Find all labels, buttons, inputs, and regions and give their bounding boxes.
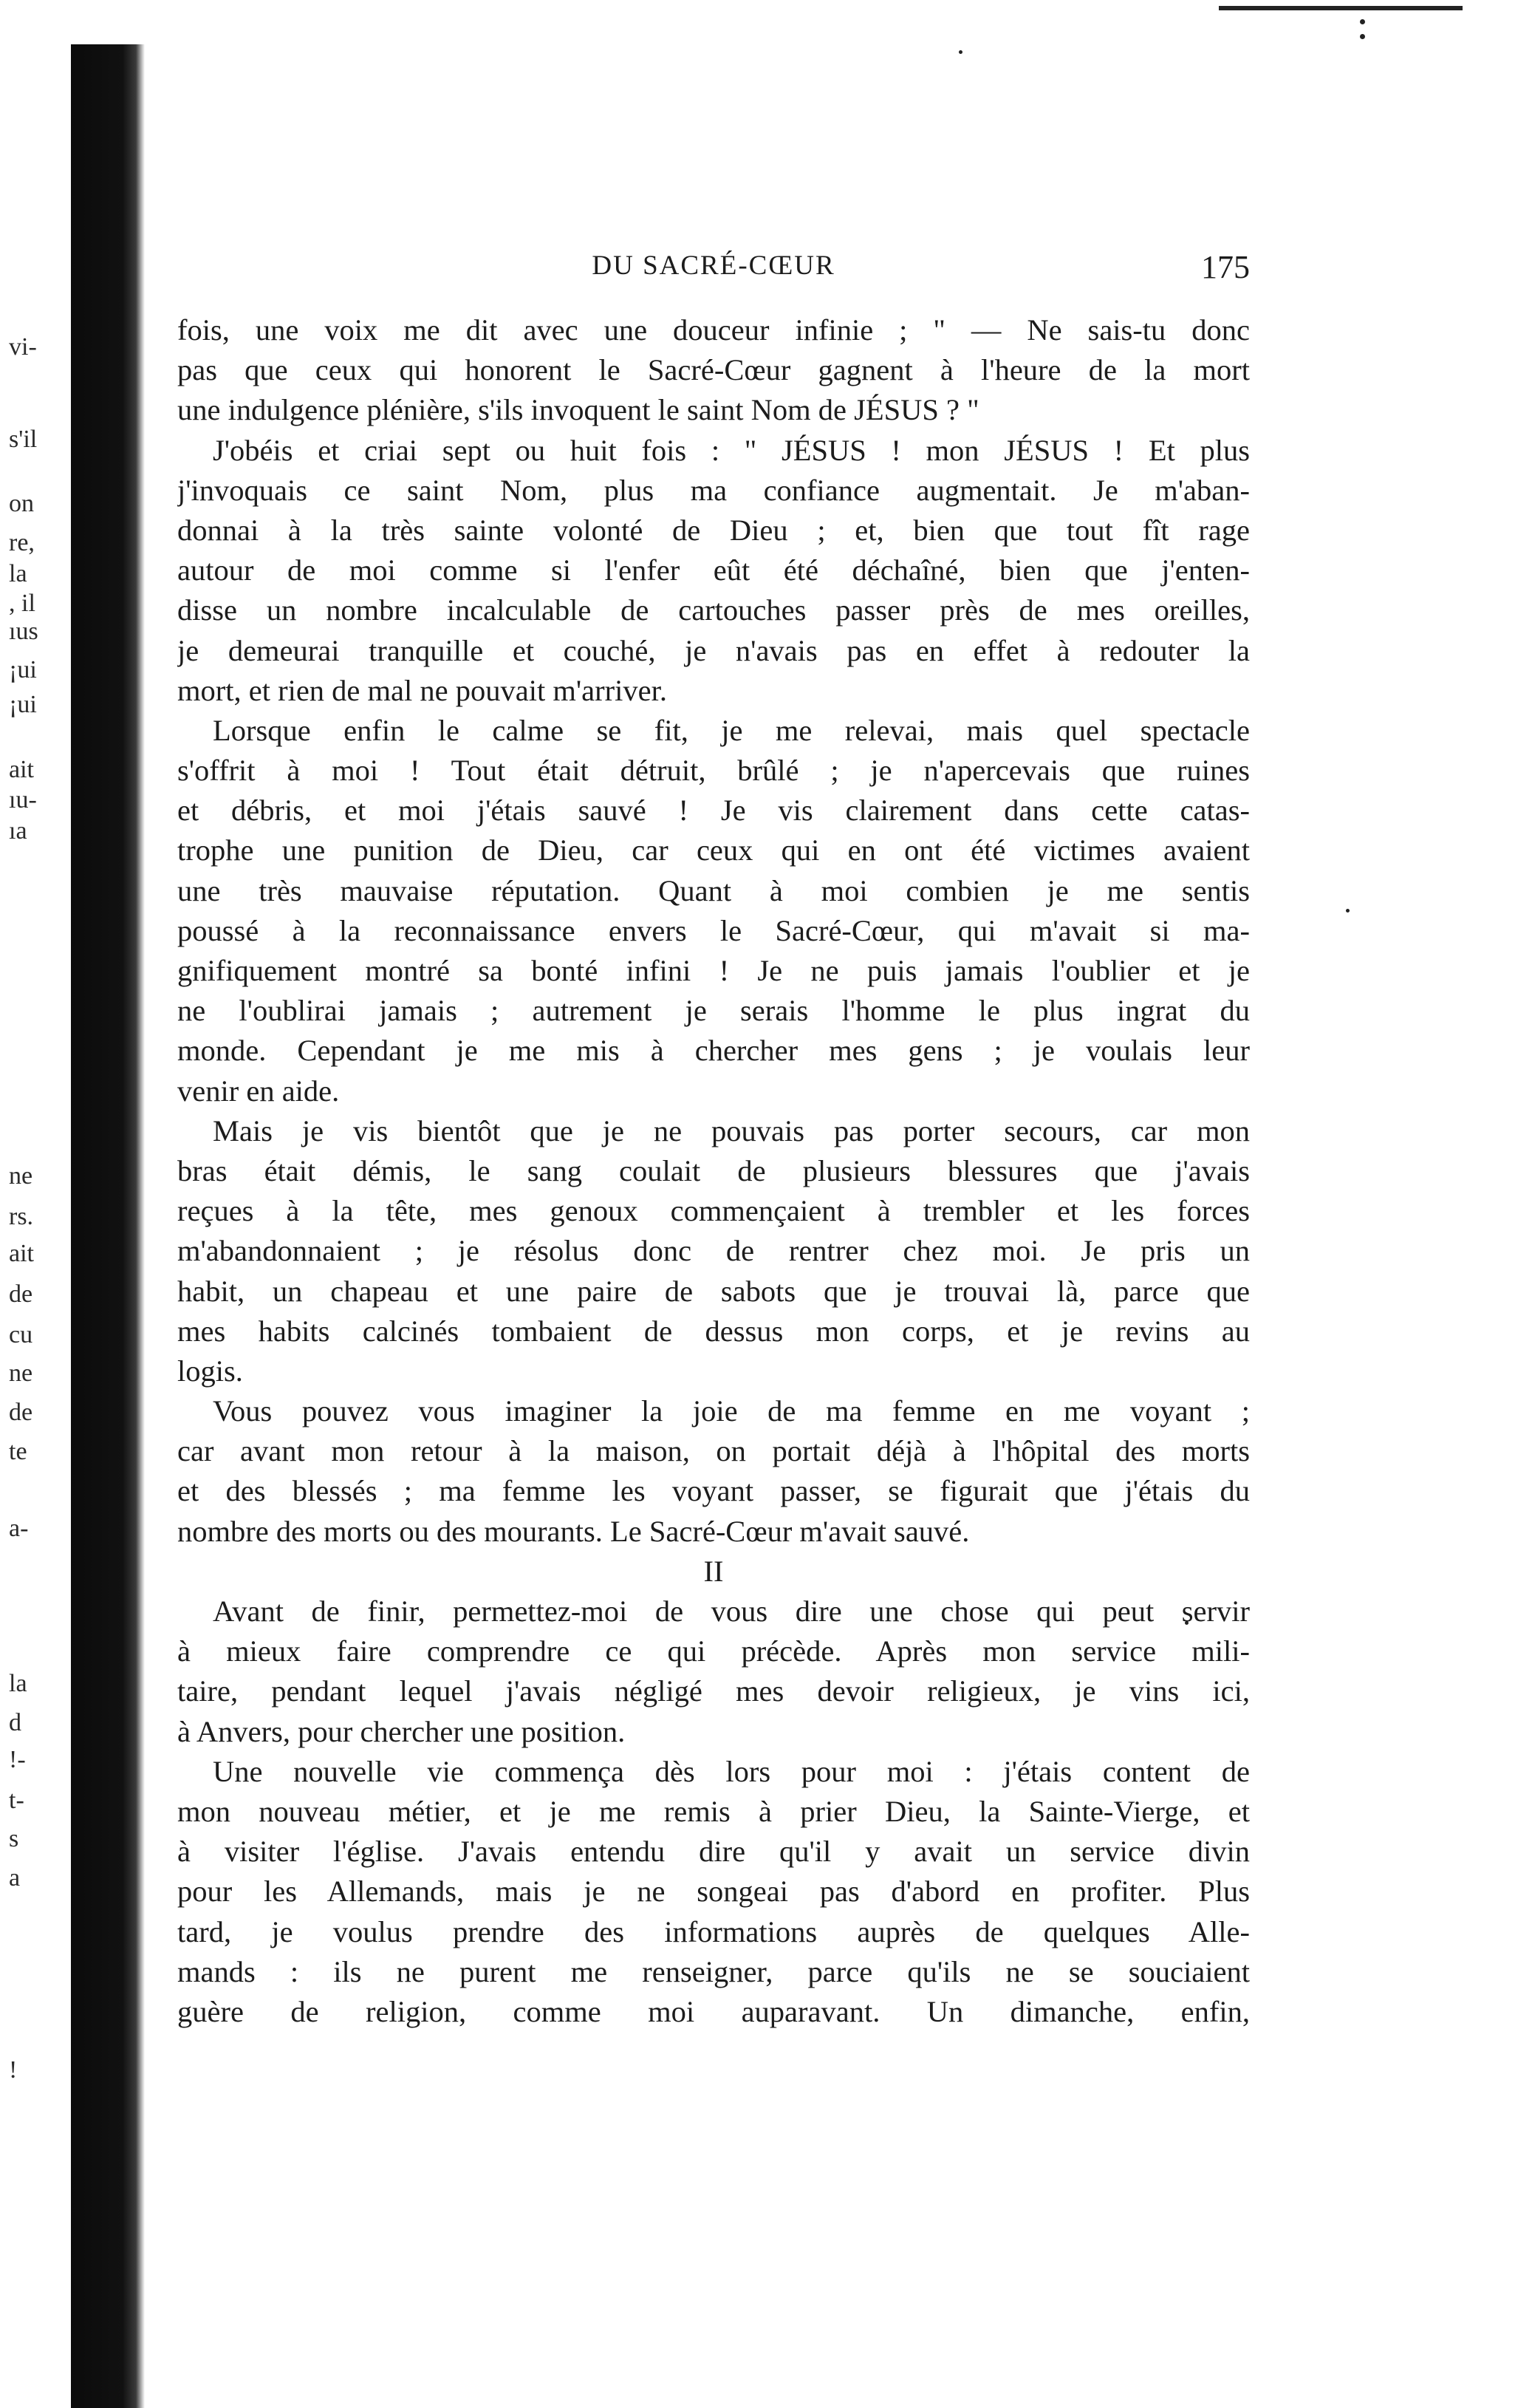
facing-fragment: ne	[9, 1162, 33, 1190]
text-line: poussé à la reconnaissance envers le Sacré-Cœur, qui m'avait si ma-	[177, 913, 1250, 947]
text-line: taire, pendant lequel j'avais négligé mes devoir religieux, je vins ici,	[177, 1674, 1250, 1708]
running-head	[177, 250, 1250, 287]
text-line: donnai à la très sainte volonté de Dieu ; et, bien que tout fît rage	[177, 513, 1250, 547]
facing-fragment: s'il	[9, 426, 38, 453]
facing-fragment: d	[9, 1709, 21, 1736]
text-line: mes habits calcinés tombaient de dessus mon corps, et je revins au	[177, 1314, 1250, 1348]
text-line: Une nouvelle vie commença dès lors pour moi : j'étais content de	[213, 1754, 1250, 1788]
text-line: mands : ils ne purent me renseigner, parce qu'ils ne se souciaient	[177, 1954, 1250, 1988]
text-line: trophe une punition de Dieu, car ceux qui en ont été victimes avaient	[177, 833, 1250, 867]
text-line: à mieux faire comprendre ce qui précède. Après mon service mili-	[177, 1634, 1250, 1668]
text-line: à visiter l'église. J'avais entendu dire qu'il y avait un service divin	[177, 1835, 1250, 1869]
facing-fragment: cu	[9, 1321, 33, 1348]
text-line: j'invoquais ce saint Nom, plus ma confiance augmentait. Je m'aban-	[177, 473, 1250, 507]
text-line: Vous pouvez vous imaginer la joie de ma femme en me voyant ;	[213, 1394, 1250, 1428]
facing-fragment: !	[9, 2056, 18, 2084]
facing-fragment: la	[9, 1670, 27, 1697]
facing-fragment: !-	[9, 1746, 26, 1773]
text-line: ne l'oublirai jamais ; autrement je serais l'homme le plus ingrat du	[177, 994, 1250, 1028]
text-line: et débris, et moi j'étais sauvé ! Je vis clairement dans cette catas-	[177, 794, 1250, 828]
facing-fragment: ıa	[9, 817, 27, 845]
text-line: pas que ceux qui honorent le Sacré-Cœur gagnent à l'heure de la mort	[177, 353, 1250, 387]
facing-fragment: rs.	[9, 1203, 34, 1230]
text-line: habit, un chapeau et une paire de sabots que je trouvai là, parce que	[177, 1274, 1250, 1308]
binding-shadow	[71, 44, 145, 2408]
scan-speck	[1360, 19, 1365, 24]
text-line: logis.	[177, 1354, 243, 1388]
text-line: bras était démis, le sang coulait de plusieurs blessures que j'avais	[177, 1153, 1250, 1187]
text-line: gnifiquement montré sa bonté infini ! Je ne puis jamais l'oublier et je	[177, 954, 1250, 987]
facing-fragment: re,	[9, 529, 35, 556]
body-text	[177, 310, 1250, 2032]
section-heading: II	[703, 1554, 724, 1588]
text-line: une très mauvaise réputation. Quant à moi combien je me sentis	[177, 873, 1250, 907]
facing-fragment: ait	[9, 756, 34, 783]
text-line: car avant mon retour à la maison, on portait déjà à l'hôpital des morts	[177, 1434, 1250, 1468]
facing-fragment: s	[9, 1825, 19, 1852]
text-line: à Anvers, pour chercher une position.	[177, 1714, 626, 1748]
facing-fragment: ıus	[9, 618, 38, 645]
text-line: m'abandonnaient ; je résolus donc de rentrer chez moi. Je pris un	[177, 1234, 1250, 1268]
facing-fragment: ¡ui	[9, 691, 37, 718]
facing-fragment: ¡ui	[9, 656, 37, 683]
running-title: DU SACRÉ-CŒUR	[592, 250, 835, 281]
facing-fragment: a	[9, 1864, 21, 1892]
scan-speck	[1360, 34, 1365, 39]
scan-speck	[959, 50, 962, 54]
text-line: guère de religion, comme moi auparavant. Un dimanche, enfin,	[177, 1994, 1250, 2028]
text-line: Mais je vis bientôt que je ne pouvais pas porter secours, car mon	[213, 1113, 1250, 1147]
facing-fragment: on	[9, 490, 34, 517]
facing-fragment: de	[9, 1280, 33, 1308]
text-line: mort, et rien de mal ne pouvait m'arriver.	[177, 673, 667, 707]
text-line: disse un nombre incalculable de cartouches passer près de mes oreilles,	[177, 593, 1250, 627]
facing-fragment: t-	[9, 1787, 24, 1814]
text-line: Lorsque enfin le calme se fit, je me relevai, mais quel spectacle	[213, 713, 1250, 747]
scan-edge-rule	[1219, 6, 1463, 10]
facing-fragment: la	[9, 560, 27, 587]
text-line: et des blessés ; ma femme les voyant passer, se figurait que j'étais du	[177, 1474, 1250, 1508]
text-line: pour les Allemands, mais je ne songeai pas d'abord en profiter. Plus	[177, 1875, 1250, 1909]
text-line: autour de moi comme si l'enfer eût été déchaîné, bien que j'enten-	[177, 553, 1250, 587]
text-line: mon nouveau métier, et je me remis à prier Dieu, la Sainte-Vierge, et	[177, 1794, 1250, 1828]
text-line: reçues à la tête, mes genoux commençaient à trembler et les forces	[177, 1194, 1250, 1228]
facing-fragment: ıu-	[9, 786, 37, 814]
text-line: J'obéis et criai sept ou huit fois : " JÉSUS ! mon JÉSUS ! Et plus	[213, 433, 1250, 467]
facing-fragment: de	[9, 1399, 33, 1426]
text-line: nombre des morts ou des mourants. Le Sacré-Cœur m'avait sauvé.	[177, 1514, 970, 1548]
text-line: s'offrit à moi ! Tout était détruit, brûlé ; je n'apercevais que ruines	[177, 754, 1250, 788]
facing-fragment: , il	[9, 590, 35, 617]
text-line: monde. Cependant je me mis à chercher mes gens ; je voulais leur	[177, 1034, 1250, 1068]
scan-speck	[1346, 909, 1350, 913]
facing-fragment: a-	[9, 1515, 29, 1542]
text-line: une indulgence plénière, s'ils invoquent le saint Nom de JÉSUS ? "	[177, 393, 979, 427]
facing-page-fragments	[0, 0, 71, 2408]
text-line: tard, je voulus prendre des informations auprès de quelques Alle-	[177, 1914, 1250, 1948]
text-line: fois, une voix me dit avec une douceur infinie ; " — Ne sais-tu donc	[177, 313, 1250, 347]
text-line: je demeurai tranquille et couché, je n'avais pas en effet à redouter la	[177, 633, 1250, 667]
text-line: venir en aide.	[177, 1074, 340, 1108]
facing-fragment: vi-	[9, 333, 37, 361]
text-line: Avant de finir, permettez-moi de vous dire une chose qui peut servir	[213, 1594, 1250, 1628]
page-number: 175	[1201, 249, 1250, 285]
facing-fragment: te	[9, 1438, 27, 1465]
facing-fragment: ait	[9, 1240, 34, 1267]
facing-fragment: ne	[9, 1360, 33, 1387]
